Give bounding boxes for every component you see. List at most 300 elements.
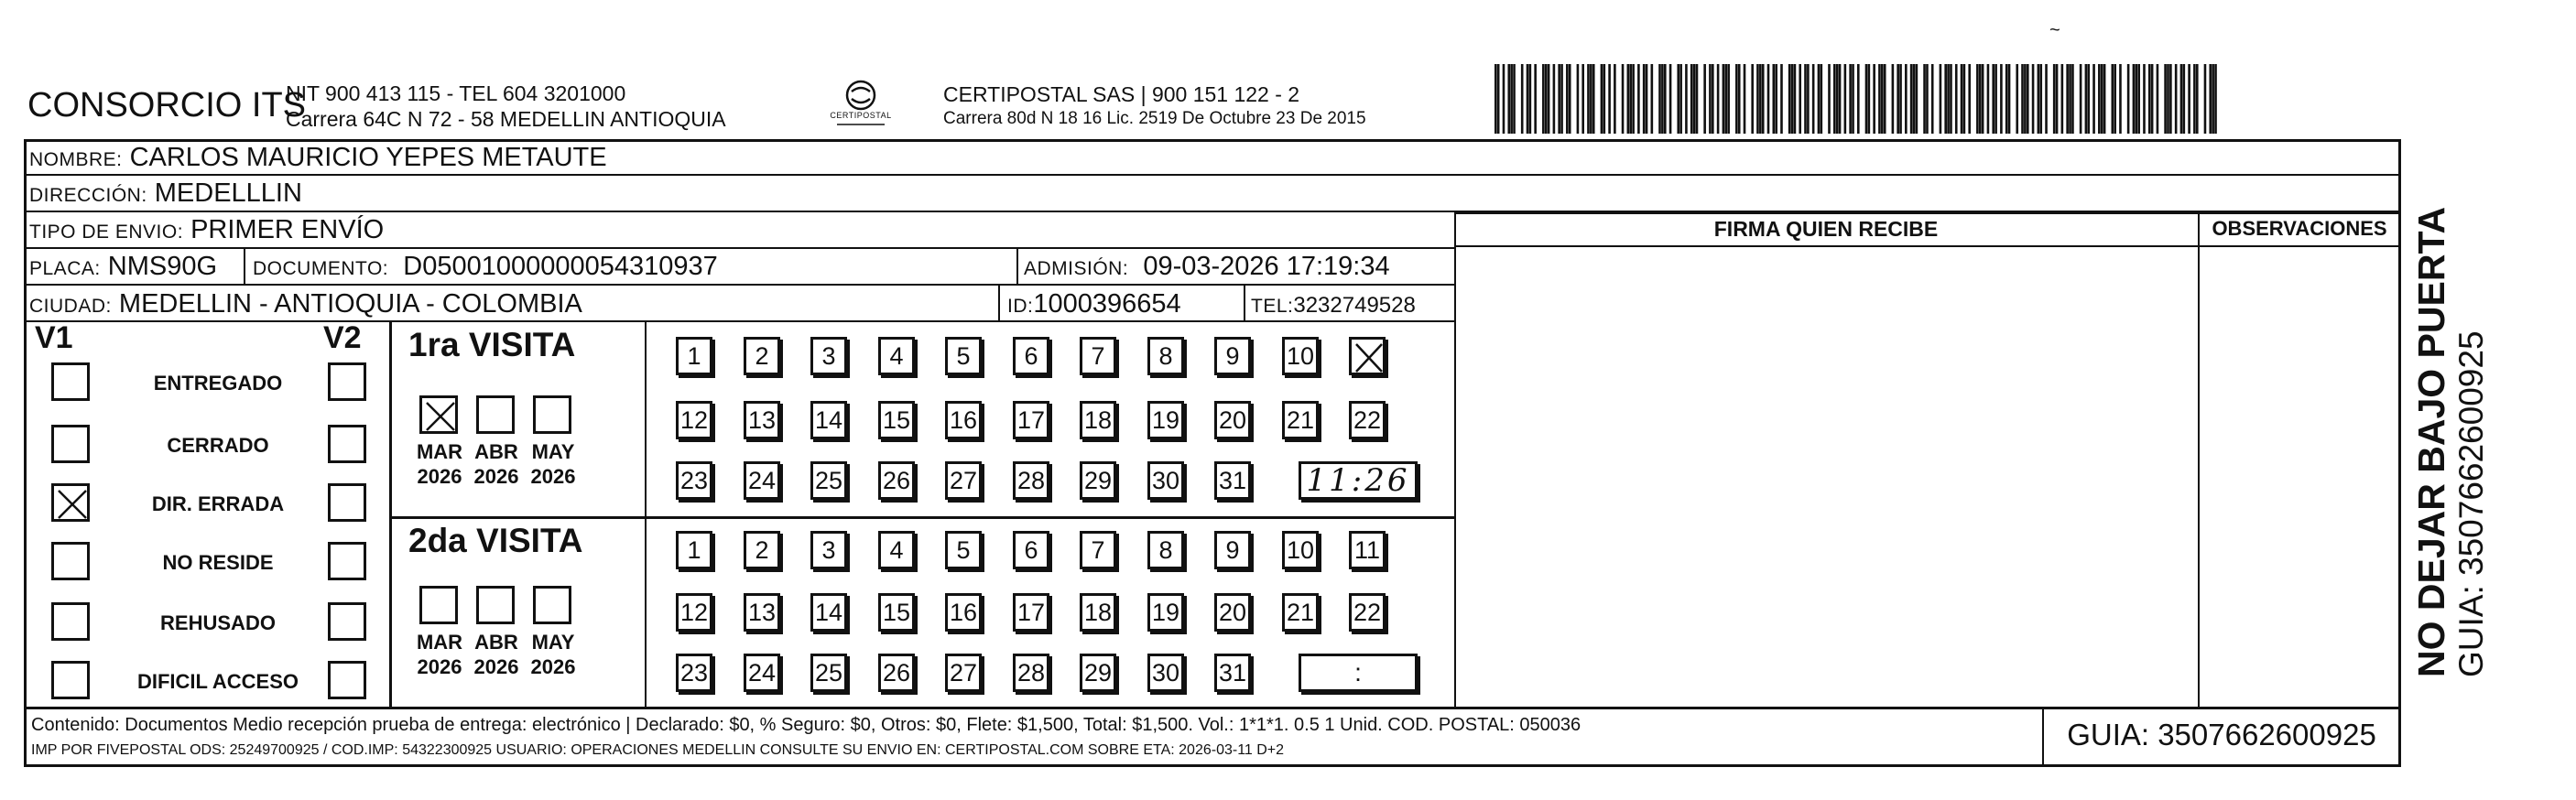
barcode-bar — [2066, 64, 2069, 134]
barcode-bar — [1931, 64, 1934, 134]
barcode-bar — [2183, 64, 2186, 134]
barcode-bar — [2127, 64, 2130, 134]
barcode-bar — [1534, 64, 1537, 134]
barcode-bar — [2061, 64, 2064, 134]
barcode-bar — [2039, 64, 2042, 134]
day-box[interactable]: 12 — [676, 593, 712, 632]
barcode-bar — [1923, 64, 1926, 134]
day-box[interactable]: 8 — [1147, 337, 1184, 375]
day-box[interactable]: 17 — [1013, 401, 1049, 439]
barcode-bar — [1592, 64, 1595, 134]
ciudad-label: CIUDAD: — [29, 296, 112, 317]
nombre-value: CARLOS MAURICIO YEPES METAUTE — [129, 143, 607, 172]
month-checkbox-2[interactable] — [533, 395, 571, 434]
month-name: MAR — [416, 631, 463, 654]
side-text — [2410, 165, 2491, 677]
day-box[interactable]: 25 — [810, 654, 847, 692]
barcode-bar — [1873, 64, 1875, 134]
barcode-bar — [1759, 64, 1762, 134]
status-option-label-0: ENTREGADO — [153, 372, 283, 395]
barcode-bar — [1679, 64, 1682, 134]
month-checkbox-0[interactable] — [419, 395, 458, 434]
visits-area — [392, 322, 1454, 707]
visit-title: 1ra VISITA — [408, 326, 576, 363]
day-box[interactable]: 13 — [744, 401, 780, 439]
barcode-bar — [2148, 64, 2151, 134]
footer-rule — [24, 707, 2401, 709]
barcode-bar — [1828, 64, 1831, 134]
day-box[interactable]: 23 — [676, 461, 712, 500]
certipostal-address: Carrera 80d N 18 16 Lic. 2519 De Octubre 23 De 2015 — [943, 109, 1366, 128]
barcode-bar — [2169, 64, 2172, 134]
barcode-bar — [1910, 64, 1913, 134]
barcode-bar — [2188, 64, 2190, 134]
barcode-bar — [1913, 64, 1916, 134]
v1-checkbox-0[interactable] — [51, 362, 90, 401]
month-name: ABR — [474, 631, 518, 654]
day-box[interactable]: 14 — [810, 401, 847, 439]
day-box[interactable]: 16 — [945, 401, 982, 439]
barcode-bar — [2193, 64, 2196, 134]
day-box[interactable]: 31 — [1214, 654, 1251, 692]
barcode-bar — [1693, 64, 1696, 134]
barcode-bar — [1844, 64, 1847, 134]
barcode-bar — [2080, 64, 2082, 134]
company-nit: NIT 900 413 115 - TEL 604 3201000 — [286, 81, 626, 105]
check-x-mark — [56, 488, 89, 521]
barcode-bar — [2204, 64, 2207, 134]
firma-label: FIRMA QUIEN RECIBE — [1713, 217, 1939, 241]
barcode-bar — [1622, 64, 1625, 134]
direccion-row — [26, 176, 2401, 212]
day-box[interactable]: 30 — [1147, 461, 1184, 500]
v1-label: V1 — [35, 320, 73, 355]
day-box[interactable]: 26 — [878, 654, 915, 692]
barcode-bar — [1542, 64, 1545, 134]
barcode-bar — [1587, 64, 1590, 134]
day-box[interactable]: 12 — [676, 401, 712, 439]
barcode-bar — [1723, 64, 1725, 134]
v1-checkbox-5[interactable] — [51, 661, 90, 699]
day-box[interactable]: 21 — [1282, 593, 1319, 632]
barcode-bar — [2085, 64, 2088, 134]
day-box[interactable]: 6 — [1013, 337, 1049, 375]
id-divider — [998, 286, 1000, 322]
logo-caption: CERTIPOSTAL — [830, 111, 892, 120]
v2-checkbox-1[interactable] — [328, 425, 366, 463]
barcode-bar — [1629, 64, 1632, 134]
ciudad-value: MEDELLIN - ANTIOQUIA - COLOMBIA — [118, 289, 582, 319]
certipostal-title: CERTIPOSTAL SAS | 900 151 122 - 2 — [943, 82, 1300, 106]
month-year: 2026 — [530, 465, 576, 488]
barcode-bar — [2164, 64, 2167, 134]
barcode-bar — [1868, 64, 1871, 134]
barcode-bar — [2053, 64, 2056, 134]
barcode-bar — [1950, 64, 1952, 134]
day-box[interactable]: 11 — [1349, 531, 1386, 569]
day-box[interactable]: 21 — [1282, 401, 1319, 439]
nombre-label: NOMBRE: — [29, 149, 123, 170]
status-option-label-5: DIFICIL ACCESO — [136, 670, 299, 693]
admision-divider — [1016, 249, 1018, 286]
barcode-bar — [1527, 64, 1529, 134]
month-year: 2026 — [473, 465, 519, 488]
barcode-bar — [1608, 64, 1611, 134]
time-field[interactable]: 11:26 — [1299, 461, 1418, 500]
month-year: 2026 — [417, 465, 462, 488]
day-box[interactable]: 7 — [1080, 531, 1116, 569]
barcode-bar — [2016, 64, 2018, 134]
v2-checkbox-0[interactable] — [328, 362, 366, 401]
barcode-bar — [1643, 64, 1646, 134]
barcode-bar — [1513, 64, 1516, 134]
right-panel-header-rule — [1454, 245, 2401, 247]
day-box[interactable]: 24 — [744, 461, 780, 500]
footer-guia: GUIA: 3507662600925 — [2067, 718, 2376, 751]
placa-value: NMS90G — [107, 252, 218, 281]
barcode-bar — [1627, 64, 1630, 134]
barcode-bar — [1548, 64, 1550, 134]
barcode-bar — [1849, 64, 1852, 134]
placa-label: PLACA: — [29, 258, 101, 279]
day-box[interactable]: 18 — [1080, 593, 1116, 632]
month-name: MAR — [416, 440, 463, 463]
day-box[interactable]: 10 — [1282, 531, 1319, 569]
barcode-bar — [2114, 64, 2116, 134]
barcode-bar — [1507, 64, 1510, 134]
status-option-label-2: DIR. ERRADA — [151, 492, 285, 515]
tipo-label: TIPO DE ENVIO: — [29, 222, 184, 243]
v2-label: V2 — [323, 320, 362, 355]
barcode-bar — [2137, 64, 2140, 134]
day-box[interactable]: 29 — [1080, 654, 1116, 692]
visit-2-panel — [392, 518, 1454, 707]
barcode-bar — [1614, 64, 1616, 134]
direccion-value: MEDELLLIN — [154, 178, 302, 208]
barcode-bar — [2045, 64, 2048, 134]
day-box[interactable]: 18 — [1080, 401, 1116, 439]
barcode-bar — [1712, 64, 1714, 134]
admision-value: 09-03-2026 17:19:34 — [1143, 252, 1390, 281]
admision-label: ADMISIÓN: — [1024, 258, 1129, 279]
barcode-bar — [1961, 64, 1963, 134]
v1-checkbox-4[interactable] — [51, 602, 90, 641]
tipo-row — [26, 212, 1454, 249]
barcode-bar — [2056, 64, 2059, 134]
barcode-bar — [1780, 64, 1783, 134]
month-label-2 — [526, 630, 581, 679]
barcode-bar — [1812, 64, 1815, 134]
check-x-mark — [1353, 341, 1385, 374]
day-box[interactable]: 9 — [1214, 531, 1251, 569]
day-box[interactable]: 29 — [1080, 461, 1116, 500]
barcode-bar — [1603, 64, 1606, 134]
day-box[interactable]: 6 — [1013, 531, 1049, 569]
barcode-bar — [2021, 64, 2024, 134]
barcode-bar — [1685, 64, 1688, 134]
barcode-bar — [2027, 64, 2029, 134]
v1-checkbox-3[interactable] — [51, 542, 90, 580]
day-box[interactable]: 14 — [810, 593, 847, 632]
day-box[interactable]: 20 — [1214, 401, 1251, 439]
barcode-bar — [2069, 64, 2071, 134]
barcode-bar — [1581, 64, 1584, 134]
barcode-bar — [1767, 64, 1770, 134]
barcode-bar — [1788, 64, 1791, 134]
day-box[interactable]: 1 — [676, 531, 712, 569]
barcode-bar — [2167, 64, 2169, 134]
v2-checkbox-4[interactable] — [328, 602, 366, 641]
month-label-1 — [469, 630, 524, 679]
barcode-bar — [1804, 64, 1807, 134]
day-box[interactable]: 16 — [945, 593, 982, 632]
barcode-bar — [1744, 64, 1746, 134]
day-box[interactable]: 5 — [945, 531, 982, 569]
barcode-bar — [1775, 64, 1777, 134]
corner-mark: ~ — [2049, 20, 2060, 40]
company-address: Carrera 64C N 72 - 58 MEDELLIN ANTIOQUIA — [286, 107, 726, 131]
day-box[interactable]: 27 — [945, 654, 982, 692]
certipostal-logo — [821, 79, 901, 130]
time-field[interactable]: : — [1299, 654, 1418, 692]
barcode-bar — [1881, 64, 1884, 134]
visit-1-panel — [392, 322, 1454, 516]
barcode-bar — [1892, 64, 1895, 134]
barcode-bar — [2098, 64, 2101, 134]
barcode-bar — [2000, 64, 2003, 134]
barcode-bar — [1987, 64, 1990, 134]
barcode-bar — [1968, 64, 1971, 134]
barcode-bar — [1529, 64, 1532, 134]
barcode-bar — [2214, 64, 2217, 134]
day-box[interactable]: 10 — [1282, 337, 1319, 375]
barcode-bar — [1807, 64, 1810, 134]
v2-checkbox-5[interactable] — [328, 661, 366, 699]
barcode-bar — [2196, 64, 2199, 134]
barcode-bar — [1897, 64, 1899, 134]
barcode-bar — [2103, 64, 2106, 134]
barcode-bar — [1560, 64, 1563, 134]
barcode-bar — [2032, 64, 2035, 134]
barcode-bar — [1982, 64, 1984, 134]
barcode-bar — [1696, 64, 1699, 134]
footer-contents: Contenido: Documentos Medio recepción prueba de entrega: electrónico | Declarado: $0, % Seguro: $0, Otros: $0, Flete: $1,500, Total: $1,500. Vol.: 1*1*1. 0.5 1 Unid. COD. POSTAL: 050036 — [31, 715, 1581, 735]
month-checkbox-1[interactable] — [476, 586, 515, 624]
day-box[interactable]: 22 — [1349, 593, 1386, 632]
v2-checkbox-3[interactable] — [328, 542, 366, 580]
day-box[interactable]: 19 — [1147, 401, 1184, 439]
side-notice: NO DEJAR BAJO PUERTA — [2410, 206, 2452, 677]
tipo-value: PRIMER ENVÍO — [190, 215, 385, 244]
barcode-bar — [1553, 64, 1556, 134]
right-panel-divider — [1454, 212, 1456, 707]
barcode-bar — [2087, 64, 2090, 134]
barcode-bar — [1703, 64, 1706, 134]
placa-row — [26, 249, 1454, 286]
day-box[interactable]: 13 — [744, 593, 780, 632]
month-name: MAY — [531, 440, 575, 463]
check-x-mark — [424, 400, 457, 433]
barcode-bar — [1651, 64, 1654, 134]
status-option-label-4: REHUSADO — [160, 611, 276, 634]
barcode-bar — [1976, 64, 1979, 134]
v2-checkbox-2[interactable] — [328, 483, 366, 522]
footer-print-info: IMP POR FIVEPOSTAL ODS: 25249700925 / COD.IMP: 54322300925 USUARIO: OPERACIONES MEDELLIN CONSULTE SU ENVIO EN: CERTIPOSTAL.COM SOBRE ETA: 2026-03-11 D+2 — [31, 742, 1285, 758]
barcode-bar — [1791, 64, 1794, 134]
day-box[interactable]: 23 — [676, 654, 712, 692]
right-panel-top-rule — [1454, 212, 2401, 214]
barcode-bar — [1738, 64, 1741, 134]
barcode-bar — [1497, 64, 1500, 134]
day-box[interactable]: 4 — [878, 531, 915, 569]
barcode-bar — [1773, 64, 1776, 134]
day-box[interactable]: 28 — [1013, 654, 1049, 692]
barcode-bar — [1735, 64, 1738, 134]
day-box[interactable]: 28 — [1013, 461, 1049, 500]
v1-checkbox-2[interactable] — [51, 483, 90, 522]
barcode-bar — [1495, 64, 1497, 134]
tel-label: TEL: — [1251, 296, 1294, 317]
barcode-bar — [2151, 64, 2154, 134]
day-box[interactable]: 25 — [810, 461, 847, 500]
barcode-bar — [1821, 64, 1823, 134]
day-box[interactable]: 1 — [676, 337, 712, 375]
month-label-2 — [526, 439, 581, 489]
nombre-row — [26, 142, 2401, 176]
barcode-bar — [2038, 64, 2040, 134]
tel-value: 3232749528 — [1293, 293, 1416, 318]
barcode-bar — [1833, 64, 1836, 134]
barcode-bar — [1994, 64, 1997, 134]
month-name: MAY — [531, 631, 575, 654]
day-box[interactable]: 3 — [810, 531, 847, 569]
month-year: 2026 — [417, 655, 462, 678]
day-box[interactable]: 22 — [1349, 401, 1386, 439]
barcode-bar — [1727, 64, 1730, 134]
barcode-bar — [1577, 64, 1580, 134]
day-box[interactable] — [1349, 337, 1386, 375]
observaciones-label: OBSERVACIONES — [2212, 217, 2387, 240]
barcode-bar — [2092, 64, 2095, 134]
day-box[interactable]: 30 — [1147, 654, 1184, 692]
visit-title: 2da VISITA — [408, 522, 583, 559]
barcode-bar — [1677, 64, 1679, 134]
day-box[interactable]: 15 — [878, 401, 915, 439]
barcode-bar — [1510, 64, 1513, 134]
barcode-bar — [1637, 64, 1640, 134]
barcode-bar — [1857, 64, 1860, 134]
barcode-bar — [1905, 64, 1908, 134]
tel-divider — [1244, 286, 1245, 322]
barcode-bar — [1690, 64, 1693, 134]
barcode-bar — [1717, 64, 1720, 134]
barcode-bar — [1751, 64, 1754, 134]
barcode-bar — [1503, 64, 1505, 134]
day-box[interactable]: 3 — [810, 337, 847, 375]
day-box[interactable]: 24 — [744, 654, 780, 692]
status-option-label-3: NO RESIDE — [162, 551, 274, 574]
barcode-bar — [1878, 64, 1881, 134]
barcode-bar — [1947, 64, 1950, 134]
documento-label: DOCUMENTO: — [253, 258, 389, 279]
barcode-bar — [1669, 64, 1672, 134]
barcode-bar — [1590, 64, 1592, 134]
barcode-bar — [2143, 64, 2146, 134]
day-box[interactable]: 31 — [1214, 461, 1251, 500]
day-box[interactable]: 4 — [878, 337, 915, 375]
day-box[interactable]: 20 — [1214, 593, 1251, 632]
day-box[interactable]: 8 — [1147, 531, 1184, 569]
barcode-bar — [2024, 64, 2027, 134]
direccion-label: DIRECCIÓN: — [29, 185, 147, 206]
day-box[interactable]: 7 — [1080, 337, 1116, 375]
barcode-bar — [1955, 64, 1958, 134]
v1-checkbox-1[interactable] — [51, 425, 90, 463]
barcode-bar — [1926, 64, 1929, 134]
barcode-bar — [1558, 64, 1560, 134]
barcode-bar — [2133, 64, 2136, 134]
status-option-label-1: CERRADO — [167, 434, 269, 457]
barcode-bar — [1899, 64, 1902, 134]
month-label-0 — [412, 630, 467, 679]
barcode-bar — [1566, 64, 1569, 134]
barcode-bar — [1884, 64, 1886, 134]
month-checkbox-2[interactable] — [533, 586, 571, 624]
barcode-bar — [1756, 64, 1759, 134]
documento-value: D05001000000054310937 — [403, 252, 718, 281]
day-box[interactable]: 26 — [878, 461, 915, 500]
day-box[interactable]: 2 — [744, 531, 780, 569]
barcode-bar — [1865, 64, 1868, 134]
barcode-bar — [1940, 64, 1942, 134]
day-box[interactable]: 5 — [945, 337, 982, 375]
barcode — [1495, 64, 2220, 134]
barcode-bar — [2136, 64, 2138, 134]
barcode-bar — [1709, 64, 1712, 134]
barcode-bar — [1818, 64, 1821, 134]
month-year: 2026 — [530, 655, 576, 678]
month-label-1 — [469, 439, 524, 489]
barcode-bar — [2209, 64, 2212, 134]
barcode-bar — [1661, 64, 1664, 134]
id-label: ID: — [1007, 296, 1034, 317]
day-box[interactable]: 27 — [945, 461, 982, 500]
month-checkbox-0[interactable] — [419, 586, 458, 624]
day-box[interactable]: 15 — [878, 593, 915, 632]
observaciones-divider — [2198, 212, 2200, 707]
barcode-bar — [1794, 64, 1797, 134]
month-checkbox-1[interactable] — [476, 395, 515, 434]
month-year: 2026 — [473, 655, 519, 678]
barcode-bar — [1664, 64, 1667, 134]
day-box[interactable]: 2 — [744, 337, 780, 375]
side-guia: GUIA: 3507662600925 — [2452, 330, 2490, 677]
month-name: ABR — [474, 440, 518, 463]
id-value: 1000396654 — [1033, 289, 1181, 319]
barcode-bar — [1545, 64, 1548, 134]
day-box[interactable]: 19 — [1147, 593, 1184, 632]
barcode-bar — [2005, 64, 2008, 134]
barcode-bar — [1658, 64, 1661, 134]
barcode-bar — [1724, 64, 1727, 134]
barcode-bar — [1992, 64, 1994, 134]
barcode-bar — [1916, 64, 1918, 134]
barcode-bar — [1836, 64, 1839, 134]
month-label-0 — [412, 439, 467, 489]
day-box[interactable]: 17 — [1013, 593, 1049, 632]
day-box[interactable]: 9 — [1214, 337, 1251, 375]
barcode-bar — [2111, 64, 2114, 134]
